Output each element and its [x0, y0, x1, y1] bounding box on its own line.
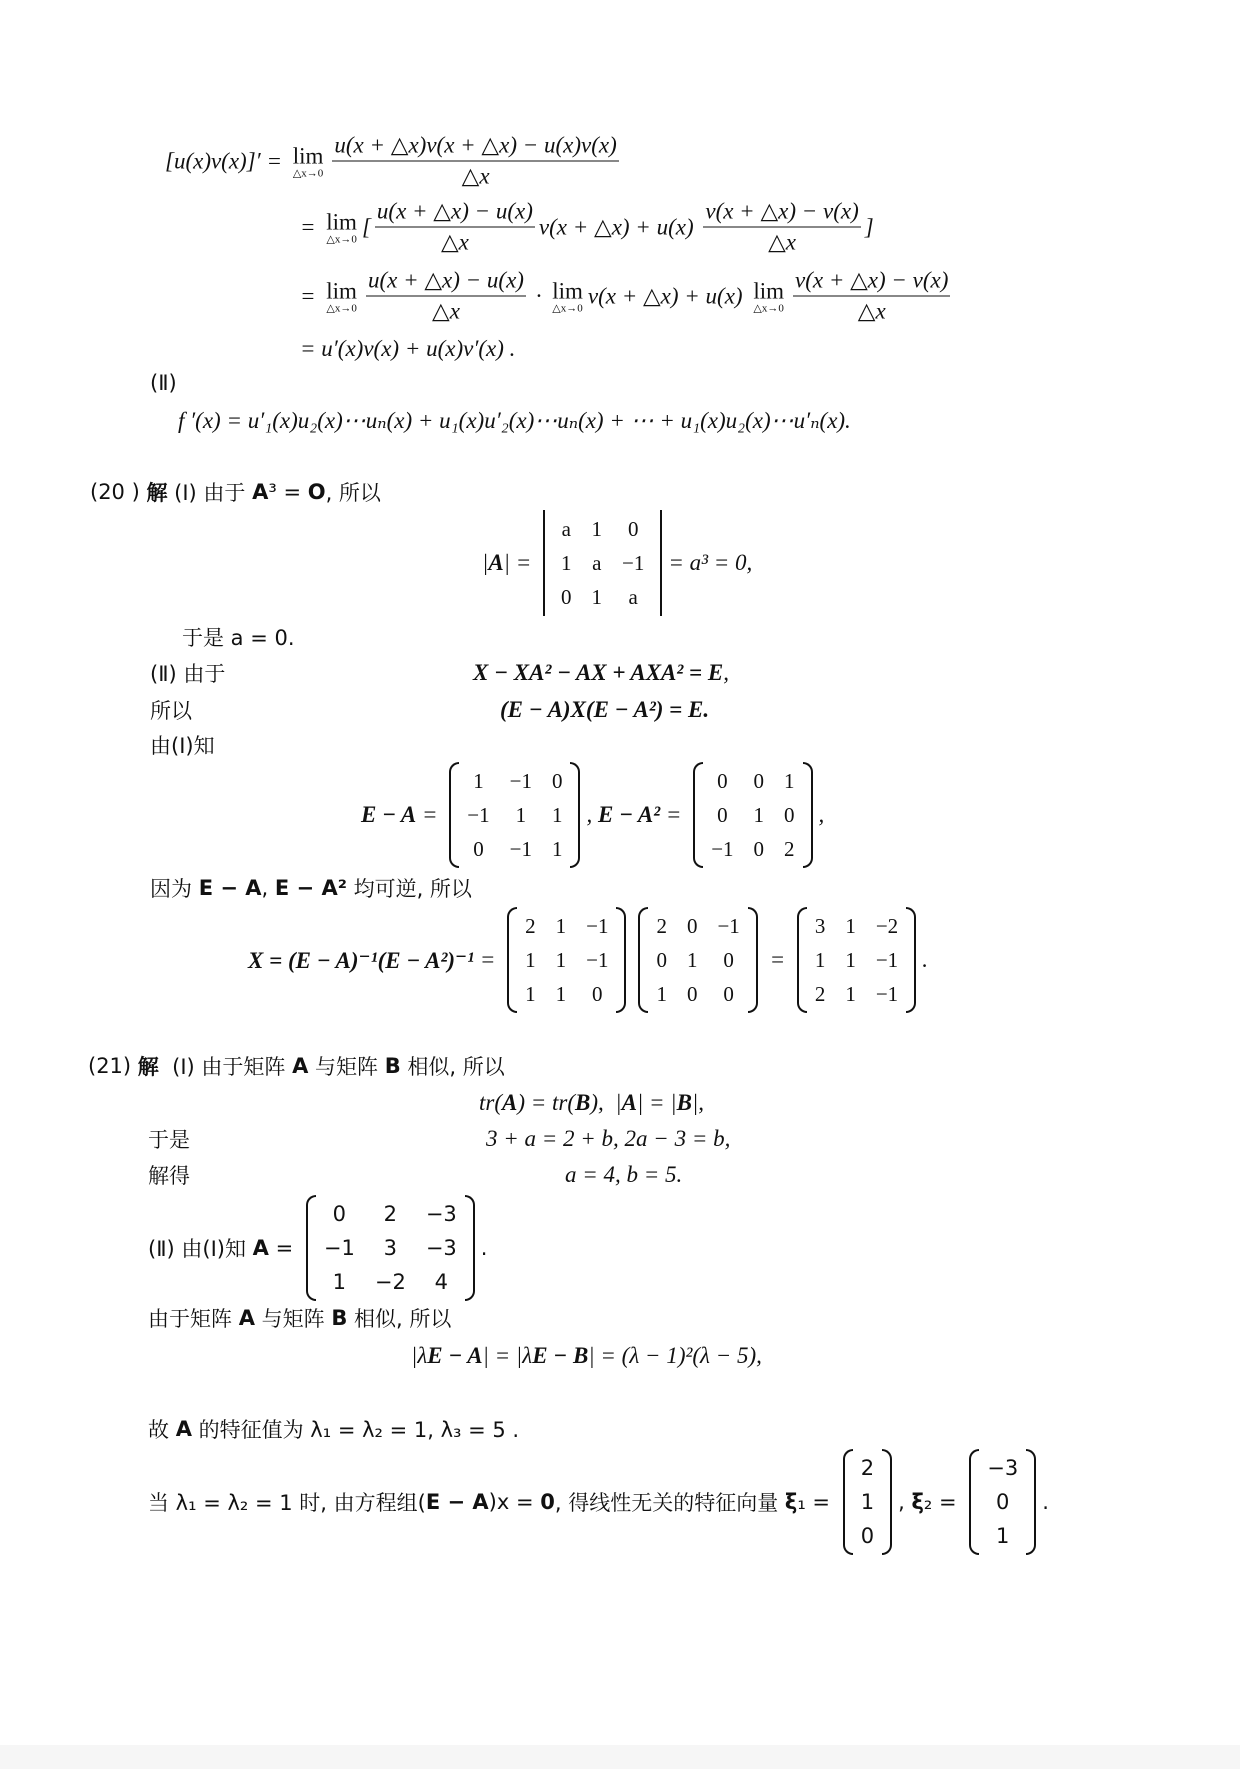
matrix-cell: 1	[525, 981, 536, 1006]
math-text: v(x + △x) + u(x)	[538, 214, 700, 239]
math-text: △x	[768, 229, 797, 255]
math-text: (Ⅱ) 由(Ⅰ)知	[148, 1237, 253, 1261]
product-rule-line-3	[300, 268, 954, 325]
matrix-row	[314, 1265, 467, 1299]
matrix-cell: −1	[323, 1236, 355, 1260]
matrix-cell: −2	[875, 913, 899, 938]
fraction	[375, 199, 535, 256]
matrix-cell: 1	[473, 768, 484, 793]
matrix-row	[646, 977, 749, 1011]
bold-symbol: E − A²	[274, 876, 347, 900]
math-text: △x	[432, 298, 460, 324]
math-text: (20 )	[90, 480, 147, 504]
math-text: ³ =	[268, 480, 308, 504]
matrix-cell: 3	[383, 1236, 398, 1260]
matrix-cell: 0	[551, 768, 563, 793]
matrix-row	[646, 943, 749, 977]
matrix-cell: 1	[753, 802, 765, 827]
math-text: ) = tr(	[517, 1090, 576, 1115]
math-text: ₁ =	[797, 1490, 837, 1514]
matrix-cell: 1	[814, 947, 826, 972]
math-text: = u′(x)v(x) + u(x)v′(x) .	[300, 336, 516, 361]
math-text: △x	[440, 229, 469, 255]
matrix-grid	[314, 1197, 467, 1299]
math-text: △x	[461, 163, 490, 189]
math-text: =	[763, 947, 791, 972]
bold-symbol: X = (E − A)⁻¹(E − A²)⁻¹	[248, 947, 475, 973]
product-rule-line-2	[300, 199, 874, 256]
math-text: |,	[691, 1090, 705, 1115]
math-text: =	[416, 802, 444, 827]
math-text: | = |λ	[482, 1343, 533, 1368]
matrix-cell: −1	[711, 836, 734, 861]
matrix-cell: 0	[627, 516, 639, 541]
math-text: =	[300, 283, 322, 308]
problem-20-heading	[90, 477, 381, 507]
bold-symbol: 解	[146, 481, 168, 505]
matrix-cell: 3	[814, 913, 826, 938]
numerator	[703, 199, 860, 228]
matrix-row	[851, 1485, 884, 1519]
math-text: (Ⅱ) 由于	[150, 662, 226, 686]
math-text: = a³ = 0,	[668, 550, 753, 575]
matrix-cell: 0	[717, 802, 728, 827]
page-bottom-strip	[0, 1745, 1240, 1769]
math-text: .	[922, 947, 928, 972]
math-text: |λ	[411, 1343, 428, 1368]
denominator	[432, 297, 460, 325]
matrix-cell: 0	[656, 947, 667, 972]
bold-symbol: B	[575, 1090, 591, 1115]
matrix-a-definition	[148, 1195, 487, 1301]
fraction	[366, 268, 526, 325]
matrix-row	[314, 1231, 467, 1265]
matrix-row	[515, 909, 618, 943]
matrix-grid	[805, 909, 908, 1011]
x-solution-equation	[248, 907, 928, 1013]
lim-label: lim	[552, 278, 583, 303]
math-text: 与矩阵	[254, 1307, 332, 1331]
matrix-cell: −1	[467, 802, 490, 827]
matrix-row	[977, 1485, 1028, 1519]
lim-label: lim	[753, 278, 784, 303]
fraction	[793, 268, 950, 325]
math-text: 均可逆, 所以	[346, 877, 472, 901]
math-text: , 所以	[325, 481, 381, 505]
matrix	[306, 1195, 475, 1301]
matrix-cell: 1	[332, 1270, 347, 1294]
matrix-cell: 1	[996, 1524, 1010, 1548]
bold-symbol: B	[676, 1090, 692, 1115]
eigenvectors-statement	[148, 1449, 1049, 1555]
math-text: f ′(x) = u′₁(x)u₂(x)⋯uₙ(x) + u₁(x)u′₂(x)⋯uₙ(x) + ⋯ + u₁(x)u₂(x)⋯u′ₙ(x).	[178, 408, 851, 433]
product-rule-line-1	[165, 133, 623, 190]
matrix-cell: 1	[784, 768, 795, 793]
matrix-row	[457, 832, 572, 866]
solve-label	[148, 1160, 190, 1190]
bold-symbol: O	[307, 480, 326, 504]
matrix-cell: −1	[622, 550, 645, 575]
bold-symbol: E − B	[532, 1343, 589, 1368]
math-text: .	[1042, 1490, 1049, 1514]
matrix	[843, 1449, 892, 1555]
a-b-values	[565, 1162, 682, 1188]
matrix-row	[457, 764, 572, 798]
fraction	[332, 133, 618, 190]
from-part-1-label	[150, 730, 215, 760]
math-text: | = |	[636, 1090, 677, 1115]
limit-subscript: △x→0	[552, 302, 583, 314]
matrix-cell: 0	[996, 1490, 1010, 1514]
matrix-row	[701, 832, 804, 866]
math-text: ), |	[590, 1090, 622, 1115]
matrix-cell: 1	[845, 981, 856, 1006]
math-text: u(x + △x) − u(x)	[376, 198, 533, 224]
determinant-equation	[482, 510, 752, 616]
matrix-cell: 0	[561, 584, 572, 609]
math-text: =	[474, 947, 502, 972]
matrix-cell: 0	[473, 836, 484, 861]
matrix-cell: 0	[686, 981, 698, 1006]
matrix-grid	[977, 1451, 1028, 1553]
matrix-cell: −3	[425, 1202, 457, 1226]
bold-symbol: A	[292, 1054, 309, 1078]
bold-symbol: A	[238, 1306, 255, 1330]
math-text: ]	[864, 214, 874, 239]
matrix-cell: 1	[845, 947, 856, 972]
matrix-cell: 1	[686, 947, 698, 972]
matrix	[638, 907, 757, 1013]
matrix	[449, 762, 580, 868]
bold-symbol: ξ	[784, 1490, 798, 1514]
math-text: 相似, 所以	[347, 1307, 452, 1331]
matrix-grid	[851, 1451, 884, 1553]
matrix-cell: 1	[591, 516, 603, 541]
lim-label: lim	[292, 143, 324, 168]
limit-operator	[326, 209, 357, 245]
matrix-cell: 2	[525, 913, 536, 938]
matrix	[693, 762, 812, 868]
invertible-statement	[150, 873, 472, 903]
math-text: |	[482, 550, 489, 575]
matrix-cell: a	[628, 584, 638, 609]
matrix-grid	[701, 764, 804, 866]
math-text: △x	[857, 298, 886, 324]
math-text: v(x + △x) + u(x)	[587, 283, 749, 308]
matrix-grid	[457, 764, 572, 866]
math-text: a = 4, b = 5.	[565, 1162, 683, 1187]
therefore-label	[150, 695, 192, 725]
math-text: 因为	[150, 877, 199, 901]
matrix-cell: 2	[860, 1456, 875, 1480]
matrix-cell: 2	[814, 981, 826, 1006]
trace-determinant-equation	[479, 1090, 704, 1116]
eigenvalues-statement	[148, 1414, 519, 1444]
matrix-row	[646, 909, 749, 943]
matrix-row	[805, 943, 908, 977]
lim-label: lim	[326, 278, 357, 303]
math-text: ,	[586, 802, 598, 827]
matrix	[797, 907, 916, 1013]
matrix-cell: a	[561, 516, 571, 541]
general-derivative-formula	[178, 408, 851, 434]
limit-subscript: △x→0	[292, 167, 324, 179]
math-text: (21)	[88, 1054, 138, 1078]
math-text: | =	[503, 550, 538, 575]
math-text: 于是 a = 0.	[182, 626, 295, 650]
bold-symbol: 解	[137, 1055, 159, 1079]
part-2-since-label	[150, 658, 225, 688]
matrix-cell: 1	[860, 1490, 875, 1514]
matrix-equation-2	[500, 697, 709, 723]
matrix-grid	[515, 909, 618, 1011]
matrix-cell: −3	[987, 1456, 1019, 1480]
bold-symbol: X − XA² − AX + AXA² = E	[473, 660, 724, 685]
math-text: 相似, 所以	[400, 1055, 505, 1079]
numerator	[375, 199, 535, 228]
math-text: 于是	[148, 1128, 190, 1152]
bold-symbol: A	[252, 1236, 269, 1260]
numerator	[366, 268, 526, 297]
matrix-cell: 0	[717, 768, 728, 793]
math-text: u(x + △x)v(x + △x) − u(x)v(x)	[334, 132, 617, 158]
limit-subscript: △x→0	[326, 302, 357, 314]
denominator	[462, 162, 490, 190]
linear-equations	[486, 1126, 730, 1152]
e-minus-a-matrices	[361, 762, 824, 868]
matrix-row	[701, 798, 804, 832]
math-text: tr(	[479, 1090, 502, 1115]
bold-symbol: E − A²	[597, 802, 661, 827]
matrix-row	[551, 580, 654, 614]
matrix-cell: 0	[332, 1202, 347, 1226]
bold-symbol: A	[621, 1090, 637, 1115]
matrix-row	[805, 909, 908, 943]
matrix-cell: 1	[555, 981, 567, 1006]
matrix-cell: −1	[586, 913, 609, 938]
math-text: )x =	[488, 1490, 541, 1514]
math-text: 解得	[148, 1164, 190, 1188]
matrix-cell: 1	[656, 981, 667, 1006]
matrix-cell: −1	[875, 981, 899, 1006]
bold-symbol: (E − A)X(E − A²) = E.	[500, 697, 710, 722]
bold-symbol: A	[175, 1417, 192, 1441]
matrix-cell: 0	[592, 981, 603, 1006]
bold-symbol: A	[488, 550, 504, 575]
math-text: (Ⅰ) 由于矩阵	[158, 1055, 293, 1079]
bold-symbol: E − A	[425, 1490, 489, 1514]
matrix-cell: −1	[717, 913, 740, 938]
math-text: 的特征值为 λ₁ = λ₂ = 1, λ₃ = 5 .	[191, 1418, 520, 1442]
math-text: .	[480, 1236, 488, 1260]
bold-symbol: B	[331, 1306, 348, 1330]
matrix-row	[551, 546, 654, 580]
matrix-row	[515, 943, 618, 977]
math-text: ,	[898, 1490, 912, 1514]
limit-operator	[753, 278, 784, 314]
matrix-row	[805, 977, 908, 1011]
bold-symbol: E − A	[361, 802, 417, 827]
numerator	[332, 133, 618, 162]
denominator	[858, 297, 886, 325]
matrix-row	[851, 1451, 884, 1485]
matrix-cell: 1	[555, 913, 567, 938]
math-text: 由于矩阵	[148, 1307, 239, 1331]
limit-subscript: △x→0	[326, 233, 357, 245]
math-text: [u(x)v(x)]′ =	[165, 148, 288, 173]
matrix-cell: 4	[434, 1270, 448, 1294]
matrix-cell: 2	[784, 836, 795, 861]
bold-symbol: E − A	[198, 876, 262, 900]
math-text: v(x + △x) − v(x)	[705, 198, 859, 224]
math-text: 与矩阵	[308, 1055, 385, 1079]
matrix-cell: 0	[784, 802, 795, 827]
matrix-cell: −1	[875, 947, 899, 972]
matrix-row	[314, 1197, 467, 1231]
characteristic-polynomial	[411, 1343, 762, 1369]
matrix-grid	[646, 909, 749, 1011]
matrix	[507, 907, 626, 1013]
a-equals-zero	[182, 622, 295, 652]
bold-symbol: E − A	[427, 1343, 483, 1368]
fraction	[703, 199, 860, 256]
math-text: (Ⅱ)	[150, 371, 177, 395]
math-text: 由(Ⅰ)知	[150, 734, 215, 758]
math-text: 3 + a = 2 + b, 2a − 3 = b,	[486, 1126, 731, 1151]
matrix-row	[457, 798, 572, 832]
matrix-cell: 0	[686, 913, 698, 938]
matrix-cell: 1	[555, 947, 567, 972]
matrix-cell: 1	[551, 836, 563, 861]
limit-operator	[326, 278, 357, 314]
bold-symbol: 0	[540, 1490, 555, 1514]
matrix-cell: 0	[860, 1524, 875, 1548]
denominator	[768, 228, 796, 256]
matrix-equation-1	[473, 660, 729, 686]
math-text: =	[660, 802, 688, 827]
math-text: ,	[261, 876, 275, 900]
math-text: =	[300, 214, 322, 239]
math-text: 当 λ₁ = λ₂ = 1 时, 由方程组(	[148, 1491, 426, 1515]
matrix-cell: 0	[753, 768, 765, 793]
matrix-row	[977, 1519, 1028, 1553]
matrix-row	[551, 512, 654, 546]
denominator	[441, 228, 469, 256]
math-text: | = (λ − 1)²(λ − 5),	[588, 1343, 762, 1368]
matrix-cell: −2	[374, 1270, 406, 1294]
limit-subscript: △x→0	[753, 302, 784, 314]
bold-symbol: ξ	[911, 1490, 924, 1514]
part-2-label	[150, 371, 177, 395]
matrix-row	[977, 1451, 1028, 1485]
bold-symbol: B	[384, 1054, 401, 1078]
math-text: ·	[529, 283, 548, 308]
math-text: 所以	[150, 699, 192, 723]
similarity-statement	[148, 1303, 451, 1333]
bold-symbol: A	[252, 480, 269, 504]
math-text: ,	[723, 660, 729, 685]
matrix-row	[701, 764, 804, 798]
matrix-cell: 0	[753, 836, 765, 861]
matrix-cell: 0	[723, 947, 734, 972]
lim-label: lim	[326, 209, 357, 234]
matrix-cell: 1	[845, 913, 856, 938]
math-text: =	[268, 1236, 300, 1260]
matrix-cell: −3	[425, 1236, 457, 1260]
matrix-cell: 2	[383, 1202, 398, 1226]
matrix-cell: 1	[515, 802, 527, 827]
product-rule-line-4	[300, 336, 515, 362]
numerator	[793, 268, 950, 297]
math-text: v(x + △x) − v(x)	[795, 267, 949, 293]
matrix-cell: 2	[656, 913, 667, 938]
matrix-row	[515, 977, 618, 1011]
matrix-cell: −1	[509, 836, 532, 861]
matrix-cell: 0	[723, 981, 734, 1006]
limit-operator	[293, 143, 324, 179]
matrix-cell: 1	[561, 550, 572, 575]
matrix-cell: a	[592, 550, 602, 575]
matrix-row	[851, 1519, 884, 1553]
matrix-cell: 1	[591, 584, 603, 609]
math-text: 故	[148, 1418, 176, 1442]
limit-operator	[552, 278, 583, 314]
math-text: , 得线性无关的特征向量	[554, 1491, 785, 1515]
matrix-cell: −1	[586, 947, 609, 972]
math-text: [	[361, 214, 371, 239]
math-text: ₂ =	[923, 1490, 964, 1514]
matrix-grid	[551, 512, 654, 614]
problem-21-heading	[88, 1051, 505, 1081]
matrix-cell: 1	[525, 947, 536, 972]
determinant	[543, 510, 662, 616]
matrix	[969, 1449, 1036, 1555]
math-text: (Ⅰ) 由于	[167, 481, 253, 505]
math-text: ,	[818, 802, 825, 827]
math-text: u(x + △x) − u(x)	[367, 267, 524, 293]
bold-symbol: A	[502, 1090, 518, 1115]
hence-label	[148, 1124, 190, 1154]
matrix-cell: −1	[509, 768, 532, 793]
matrix-cell: 1	[551, 802, 563, 827]
